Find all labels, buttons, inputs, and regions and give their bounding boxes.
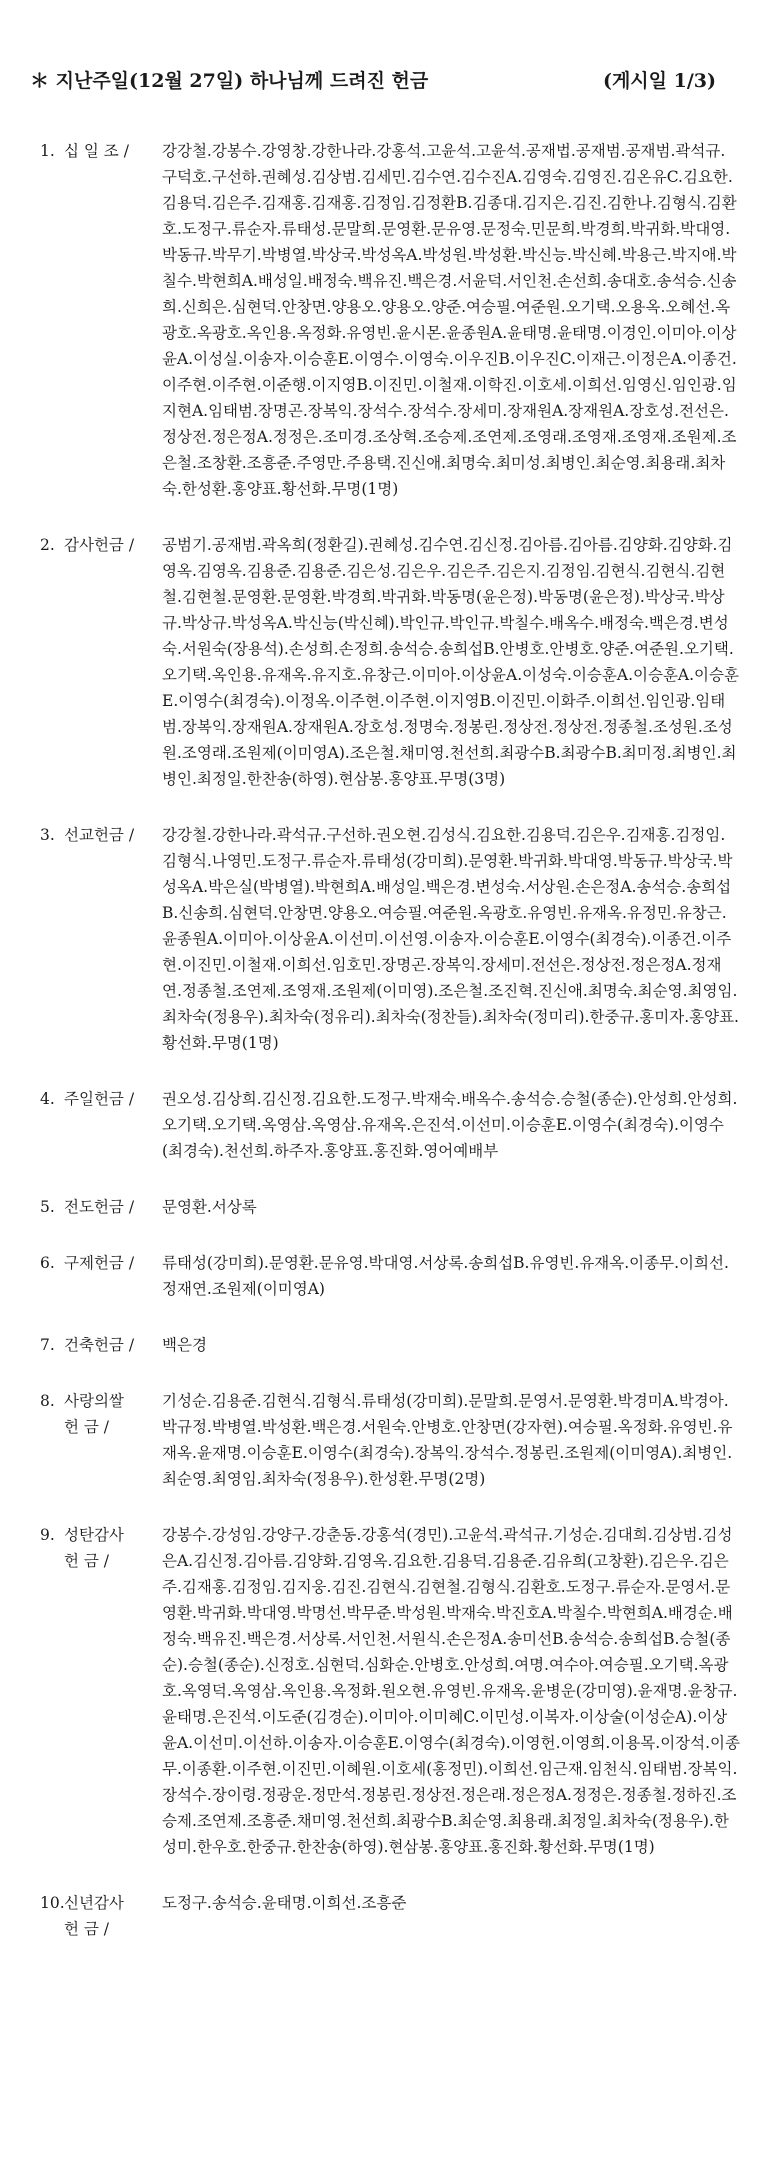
section-number: 8. (40, 1392, 55, 1410)
donor-names: 문영환.서상록 (162, 1198, 257, 1216)
section-number: 7. (40, 1336, 55, 1354)
section-thanksgiving (0, 532, 760, 792)
section-evangelism (0, 1194, 760, 1220)
section-label (40, 138, 155, 164)
donor-names: 권오성.김상희.김신정.김요한.도정구.박재숙.배옥수.송석승.승철(종순).안성희.안성희.오기택.오기택.옥영삼.옥영삼.유재옥.은진석.이선미.이승훈E.이영수(최경숙).이영수(최경숙).천선희.하주자.홍양표.홍진화.영어예배부 (162, 1090, 738, 1160)
donor-names: 강봉수.강성임.강양구.강춘동.강홍석(경민).고윤석.곽석규.기성순.김대희.김상범.김성은A.김신정.김아름.김양화.김영옥.김요한.김용덕.김용준.김유희(고창환).김은우.김은주.김재홍.김정임.김지웅.김진.김현식.김현철.김형식.김환호.도정구.류순자.문영서.문영환.박귀화.박대영.박명선.박무준.박성원.박재숙.박진호A.박칠수.박현희A.배경순.배정숙.백유진.백은경.서상록.서인천.서원식.손은정A.송미선B.송석승.송희섭B.승철(종순).승철(종순).신정호.심현덕.심화순.안병호.안성희.여명.여수아.여승필.오기택.옥광호.옥영덕.옥영삼.옥인용.옥정화.원오현.유영빈.유재옥.윤병운(강미영).윤재명.윤창규.윤태명.은진석.이도준(김경순).이미아.이미혜C.이민성.이복자.이상술(이성순A).이상윤A.이선미.이선하.이송자.이승훈E.이영수(최경숙).이영헌.이영희.이용목.이장석.이종무.이종환.이주현.이진민.이혜원.이호세(홍정민).이희선.임근재.임천식.임태범.장복익.장석수.장이령.정광운.정만석.정봉린.정상전.정은래.정은정A.정정은.정종철.정하진.조승제.조연제.조흥준.채미영.천선희.최광수B.최순영.최용래.최정일.최차숙(정용우).한성미.한우호.한중규.한찬송(하영).현삼봉.홍양표.홍진화.황선화.무명(1명) (162, 1526, 740, 1856)
donor-names: 강강철.강한나라.곽석규.구선하.권오현.김성식.김요한.김용덕.김은우.김재홍.김정임.김형식.나영민.도정구.류순자.류태성(강미희).문영환.박귀화.박대영.박동규.박상국.박성옥A.박은실(박병열).박현희A.배성일.백은경.변성숙.서상원.손은정A.송석승.송희섭B.신송희.심현덕.안창면.양용오.여승필.여준원.옥광호.유영빈.유재옥.유정민.유창근.윤종원A.이미아.이상윤A.이선미.이선영.이송자.이승훈E.이영수(최경숙).이종건.이주현.이진민.이철재.이희선.임호민.장명곤.장복익.장세미.전선은.정상전.정은정A.정재연.정종철.조연제.조영재.조원제(이미영).조은철.조진혁.진신애.최명숙.최순영.최영임.최차숙(정용우).최차숙(정유리).최차숙(정찬들).최차숙(정미리).한중규.홍미자.홍양표.황선화.무명(1명) (162, 826, 739, 1052)
section-number: 9. (40, 1526, 55, 1544)
section-sunday (0, 1086, 760, 1164)
section-new-year (0, 1890, 760, 1938)
donor-names: 강강철.강봉수.강영창.강한나라.강홍석.고윤석.고윤석.공재법.공재범.공재범.곽석규.구덕호.구선하.권혜성.김상범.김세민.김수연.김수진A.김영숙.김영진.김온유C.김요한.김용덕.김은주.김재홍.김재홍.김정임.김정환B.김종대.김지은.김진.김한나.김형식.김환호.도정구.류순자.류태성.문말희.문영환.문유영.문정숙.민문희.박경희.박귀화.박대영.박동규.박무기.박병열.박상국.박성옥A.박성원.박성환.박신능.박신혜.박용근.박지애.박칠수.박현희A.배성일.배정숙.백유진.백은경.서윤덕.서인천.손선희.송대호.송석승.신송희.신희은.심현덕.안창면.양용오.양용오.양준.여승필.여준원.오기택.오용옥.오혜선.옥광호.옥광호.옥인용.옥정화.유영빈.윤시몬.윤종원A.윤태명.윤태명.이경인.이미아.이상윤A.이성실.이송자.이승훈E.이영수.이영숙.이우진B.이우진C.이재근.이정은A.이종건.이주현.이주현.이준행.이지영B.이진민.이철재.이학진.이호세.이희선.임영신.임인광.임지현A.임태범.장명곤.장복익.장석수.장석수.장세미.장재원A.장재원A.장호성.전선은.정상전.정은정A.정정은.조미경.조상혁.조승제.조연제.조영래.조영재.조영재.조원제.조은철.조창환.조흥준.주영만.주용택.진신애.최명숙.최미성.최병인.최순영.최용래.최차숙.한성환.홍양표.황선화.무명(1명) (162, 142, 737, 498)
section-number: 5. (40, 1198, 55, 1216)
donor-names: 공범기.공재범.곽옥희(정환길).권혜성.김수연.김신정.김아름.김아름.김양화.김양화.김영옥.김영옥.김용준.김용준.김은성.김은우.김은주.김은지.김정임.김현식.김현식.김현철.김현철.문영환.문영환.박경희.박귀화.박동명(윤은정).박동명(윤은정).박상국.박상규.박상규.박성옥A.박신능(박신혜).박인규.박인규.박칠수.배옥수.배정숙.백은경.변성숙.서원숙(장용석).손성희.손정희.송석승.송희섭B.안병호.안병호.양준.여준원.오기택.오기택.옥인용.유재옥.유지호.유창근.이미아.이상윤A.이성숙.이승훈A.이승훈A.이승훈E.이영수(최경숙).이정옥.이주현.이주현.이지영B.이진민.이화주.이희선.임인광.임태범.장복익.장재원A.장재원A.장호성.정명숙.정봉린.정상전.정상전.정종철.조성원.조성원.조영래.조원제(이미영A).조은철.채미영.천선희.최광수B.최광수B.최미정.최병인.최병인.최정일.한찬송(하영).현삼봉.홍양표.무명(3명) (162, 536, 739, 788)
section-label (40, 1194, 155, 1220)
donor-names: 도정구.송석승.윤태명.이희선.조흥준 (162, 1894, 407, 1912)
section-title: 감사헌금 / (64, 536, 135, 554)
section-number: 6. (40, 1254, 55, 1272)
section-title: 전도헌금 / (64, 1198, 135, 1216)
section-tithe (0, 138, 760, 502)
section-label (40, 822, 155, 848)
section-title: 건축헌금 / (64, 1336, 135, 1354)
section-number: 1. (40, 142, 55, 160)
section-title: 사랑의쌀 (64, 1392, 124, 1410)
section-title-continued: 헌 금 / (64, 1920, 110, 1938)
section-number: 3. (40, 826, 55, 844)
section-label (40, 1522, 155, 1574)
section-title: 구제헌금 / (64, 1254, 135, 1272)
section-rice-of-love (0, 1388, 760, 1492)
section-label (40, 1388, 155, 1440)
post-date-note: (게시일 1/3) (602, 70, 716, 92)
section-label (40, 1250, 155, 1276)
section-title: 십 일 조 / (64, 142, 129, 160)
section-number: 4. (40, 1090, 55, 1108)
section-title-continued: 헌 금 / (64, 1418, 110, 1436)
donor-names: 기성순.김용준.김현식.김형식.류태성(강미희).문말희.문영서.문영환.박경미A.박경아.박규정.박병열.박성환.백은경.서원숙.안병호.안창면(강자현).여승필.옥정화.유영빈.유재옥.윤재명.이승훈E.이영수(최경숙).장복익.장석수.정봉린.조원제(이미영A).최병인.최순영.최영임.최차숙(정용우).한성환.무명(2명) (162, 1392, 733, 1488)
section-christmas (0, 1522, 760, 1860)
section-building (0, 1332, 760, 1358)
section-number: 10. (40, 1894, 65, 1912)
section-label (40, 1332, 155, 1358)
section-mission (0, 822, 760, 1056)
section-relief (0, 1250, 760, 1302)
donor-names: 백은경 (162, 1336, 207, 1354)
offering-sections (0, 138, 760, 1946)
page-header (30, 66, 730, 98)
section-title-continued: 헌 금 / (64, 1552, 110, 1570)
section-label (40, 1086, 155, 1112)
section-number: 2. (40, 536, 55, 554)
section-title: 성탄감사 (64, 1526, 124, 1544)
page-title: ＊ 지난주일(12월 27일) 하나님께 드려진 헌금 (30, 70, 429, 92)
donor-names: 류태성(강미희).문영환.문유영.박대영.서상록.송희섭B.유영빈.유재옥.이종무.이희선.정재연.조원제(이미영A) (162, 1254, 729, 1298)
section-title: 주일헌금 / (64, 1090, 135, 1108)
section-label (40, 532, 155, 558)
section-title: 선교헌금 / (64, 826, 135, 844)
section-label (40, 1890, 155, 1942)
section-title: 신년감사 (64, 1894, 124, 1912)
